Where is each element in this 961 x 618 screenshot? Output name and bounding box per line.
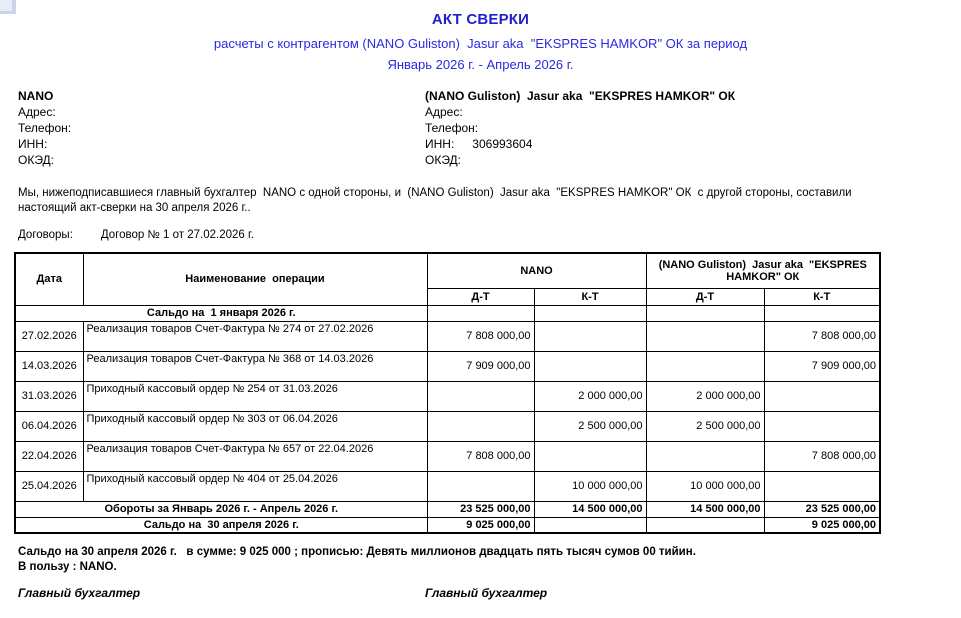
parties-info: [18, 88, 951, 168]
row-amount: 2 000 000,00: [646, 381, 764, 411]
row-amount: [427, 381, 534, 411]
row-date: 06.04.2026: [15, 411, 83, 441]
inn-value: 306993604: [472, 137, 533, 151]
closing-balance-value: [646, 517, 764, 533]
row-amount: 7 808 000,00: [764, 321, 880, 351]
turnover-value: 14 500 000,00: [646, 501, 764, 517]
row-amount: [764, 471, 880, 501]
col-header-credit-left: К-Т: [534, 288, 646, 305]
table-row: [15, 351, 880, 381]
party-left-name: NANO: [18, 89, 54, 103]
party-left-oked: [18, 152, 425, 168]
opening-balance-value: [534, 305, 646, 321]
table-row: [15, 321, 880, 351]
row-amount: 7 909 000,00: [764, 351, 880, 381]
row-amount: 2 000 000,00: [534, 381, 646, 411]
opening-balance-value: [764, 305, 880, 321]
row-operation: Реализация товаров Счет-Фактура № 657 от 22.04.2026: [83, 441, 427, 471]
party-right: [425, 88, 951, 168]
party-left: [18, 88, 425, 168]
table-row: [15, 441, 880, 471]
row-date: 31.03.2026: [15, 381, 83, 411]
page-title: АКТ СВЕРКИ: [431, 11, 530, 28]
contracts-line: [18, 229, 254, 241]
party-left-inn: [18, 136, 425, 152]
sign-right-accountant: Главный бухгалтер: [425, 586, 548, 600]
table-row: [15, 471, 880, 501]
signature-lines: [18, 586, 951, 600]
row-amount: [764, 381, 880, 411]
row-amount: 2 500 000,00: [534, 411, 646, 441]
table-row: [15, 381, 880, 411]
party-right-oked: [425, 152, 951, 168]
row-operation: Реализация товаров Счет-Фактура № 274 от 27.02.2026: [83, 321, 427, 351]
row-date: 27.02.2026: [15, 321, 83, 351]
row-amount: 7 808 000,00: [427, 321, 534, 351]
closing-balance-value: 9 025 000,00: [427, 517, 534, 533]
opening-balance-value: [646, 305, 764, 321]
row-amount: 7 808 000,00: [427, 441, 534, 471]
opening-balance-row: [15, 305, 880, 321]
row-operation: Приходный кассовый ордер № 303 от 06.04.2026: [83, 411, 427, 441]
closing-balance-label: Сальдо на 30 апреля 2026 г.: [15, 517, 427, 533]
closing-balance-value: 9 025 000,00: [764, 517, 880, 533]
table-row: [15, 411, 880, 441]
sign-left-accountant: Главный бухгалтер: [18, 586, 141, 600]
opening-balance-value: [427, 305, 534, 321]
contracts-value: Договор № 1 от 27.02.2026 г.: [100, 229, 254, 241]
row-operation: Приходный кассовый ордер № 404 от 25.04.2026: [83, 471, 427, 501]
row-amount: [764, 411, 880, 441]
col-header-operation: Наименование операции: [83, 253, 427, 305]
row-amount: [646, 351, 764, 381]
party-right-address: [425, 104, 951, 120]
col-group-right-company: (NANO Guliston) Jasur aka "EKSPRES HAMKOR" ОК: [646, 253, 880, 288]
oked-label: ОКЭД:: [18, 153, 55, 167]
address-label: Адрес:: [425, 105, 463, 119]
document-subtitle-dates: Январь 2026 г. - Апрель 2026 г.: [387, 57, 574, 72]
phone-label: Телефон:: [18, 121, 72, 135]
col-group-left-company: NANO: [427, 253, 646, 288]
row-amount: 10 000 000,00: [534, 471, 646, 501]
summary-amount-line: Сальдо на 30 апреля 2026 г. в сумме: 9 025 000 ; прописью: Девять миллионов двадцать пять тысяч сумов 00 тийин.: [18, 546, 696, 558]
row-amount: [646, 441, 764, 471]
row-amount: 10 000 000,00: [646, 471, 764, 501]
col-header-date: Дата: [15, 253, 83, 305]
row-operation: Реализация товаров Счет-Фактура № 368 от 14.03.2026: [83, 351, 427, 381]
contracts-label: Договоры:: [18, 229, 73, 241]
row-amount: 2 500 000,00: [646, 411, 764, 441]
party-left-address: [18, 104, 425, 120]
oked-label: ОКЭД:: [425, 153, 462, 167]
closing-balance-row: [15, 517, 880, 533]
party-right-phone: [425, 120, 951, 136]
row-amount: [427, 471, 534, 501]
row-amount: [427, 411, 534, 441]
summary-beneficiary-line: В пользу : NANO.: [18, 561, 117, 573]
opening-balance-label: Сальдо на 1 января 2026 г.: [15, 305, 427, 321]
turnover-value: 23 525 000,00: [764, 501, 880, 517]
party-left-phone: [18, 120, 425, 136]
row-date: 14.03.2026: [15, 351, 83, 381]
turnover-row: [15, 501, 880, 517]
row-amount: [534, 321, 646, 351]
closing-balance-value: [534, 517, 646, 533]
turnover-label: Обороты за Январь 2026 г. - Апрель 2026 г.: [15, 501, 427, 517]
footer-summary: [18, 545, 928, 575]
document-subtitle-period: расчеты с контрагентом (NANO Guliston) Jasur aka "EKSPRES HAMKOR" ОК за период: [213, 36, 748, 51]
row-date: 22.04.2026: [15, 441, 83, 471]
col-header-credit-right: К-Т: [764, 288, 880, 305]
row-operation: Приходный кассовый ордер № 254 от 31.03.2026: [83, 381, 427, 411]
row-amount: [534, 351, 646, 381]
preamble-text: Мы, нижеподписавшиеся главный бухгалтер NANO с одной стороны, и (NANO Guliston) Jasur aka "EKSPRES HAMKOR" ОК с другой стороны, составили настоящий акт-сверки на 30 апреля 2026 г..: [18, 187, 855, 214]
address-label: Адрес:: [18, 105, 56, 119]
row-amount: [534, 441, 646, 471]
reconciliation-table: [14, 252, 881, 534]
col-header-debit-left: Д-Т: [427, 288, 534, 305]
turnover-value: 14 500 000,00: [534, 501, 646, 517]
party-right-inn: [425, 136, 951, 152]
inn-label: ИНН:: [425, 137, 455, 151]
phone-label: Телефон:: [425, 121, 479, 135]
row-amount: 7 808 000,00: [764, 441, 880, 471]
row-amount: [646, 321, 764, 351]
col-header-debit-right: Д-Т: [646, 288, 764, 305]
inn-label: ИНН:: [18, 137, 48, 151]
turnover-value: 23 525 000,00: [427, 501, 534, 517]
row-date: 25.04.2026: [15, 471, 83, 501]
party-right-name: (NANO Guliston) Jasur aka "EKSPRES HAMKOR" ОК: [425, 89, 736, 103]
row-amount: 7 909 000,00: [427, 351, 534, 381]
